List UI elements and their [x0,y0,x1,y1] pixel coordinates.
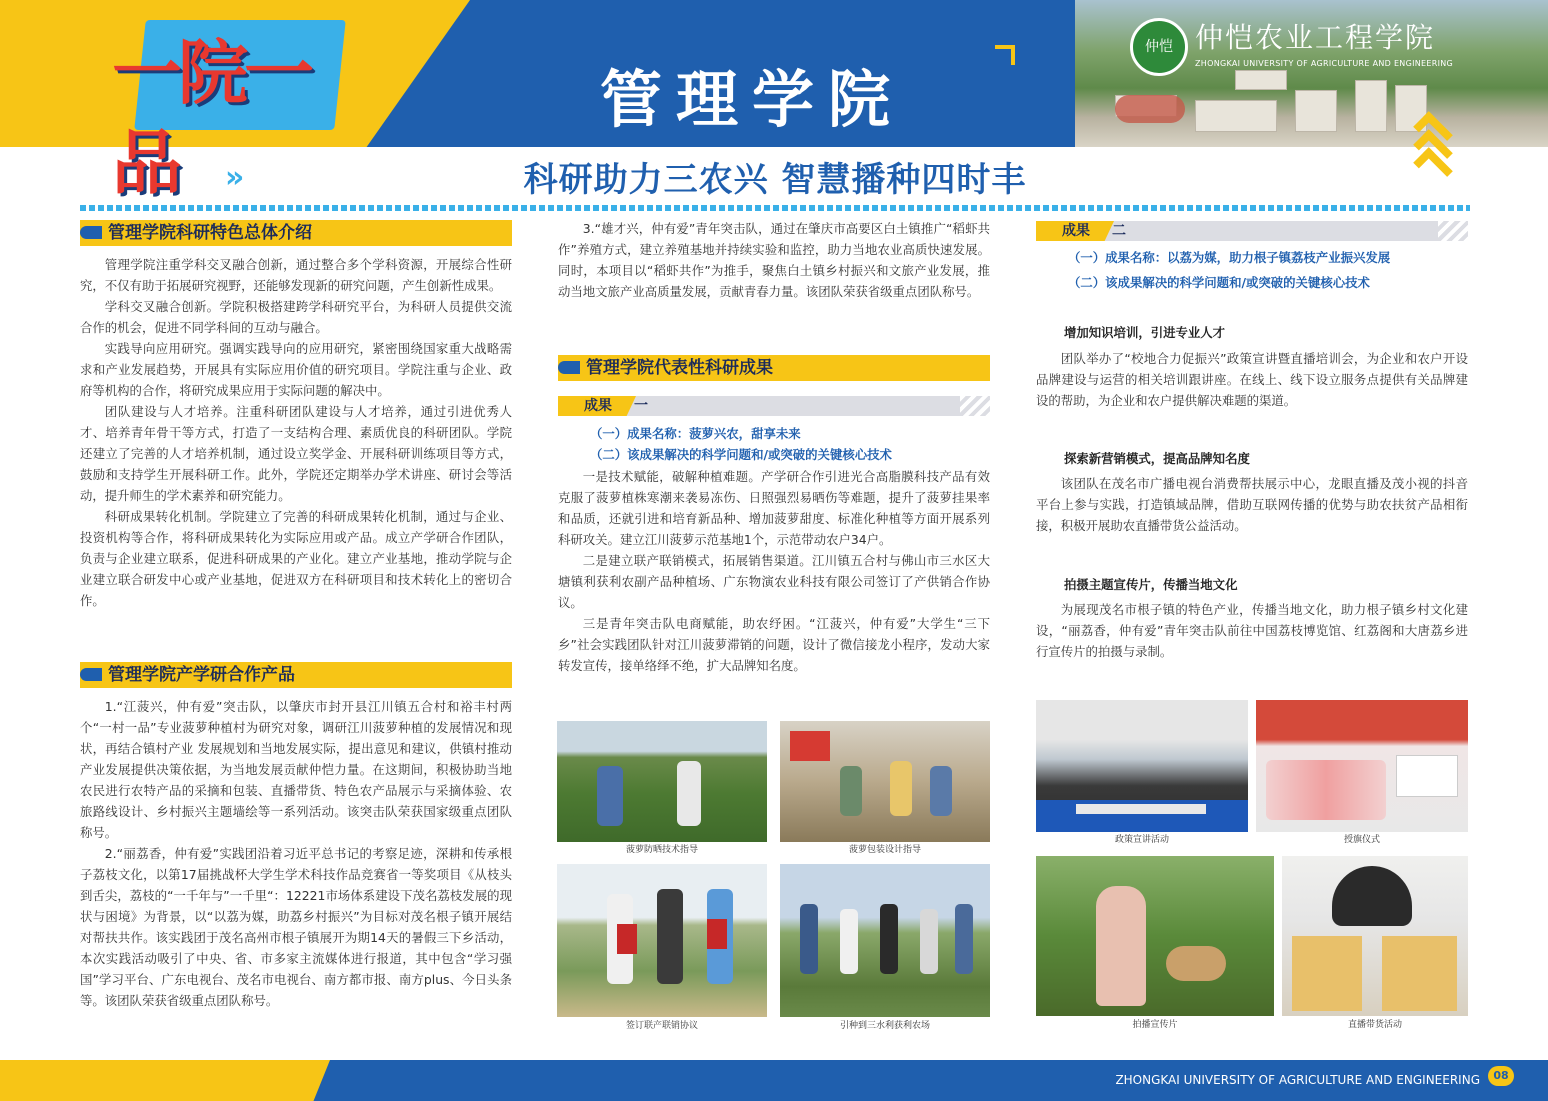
paragraph: 1.“江菠兴，仲有爱”突击队，以肇庆市封开县江川镇五合村和裕丰村两个“一村一品”专业菠萝种植村为研究对象，调研江川菠萝种植的发展情况和现状，再结合镇村产业 发展规划和当地发展实际，提出意见和建议，供镇村推动产业发展提供决策依据，为当地发展贡献仲恺力量。在这期间，积极协助当地农民进行农特产品的采摘和包装、直播带货、特色农产品展示与采摘体验、农旅路线设计、乡村振兴主题墙绘等一系列活动。该突击队荣获国家级重点团队称号。 [80,699,512,840]
result-1-name: （一）成果名称：菠萝兴农，甜享未来 [590,426,801,441]
college-title: 管理学院 [600,63,905,136]
section-title: 管理学院代表性科研成果 [586,358,773,378]
paragraph: 为展现茂名市根子镇的特色产业，传播当地文化，助力根子镇乡村文化建设，“丽荔香，仲有爱”青年突击队前往中国荔枝博览馆、红荔阁和大唐荔乡进行宣传片的拍摄与录制。 [1036,602,1468,659]
photo-caption: 直播带货活动 [1347,1020,1402,1030]
result-header [558,396,990,416]
paragraph: 学科交叉融合创新。学院积极搭建跨学科研究平台，为科研人员提供交流合作的机会，促进不同学科间的互动与融合。 [80,299,512,335]
brand-logo: 一院一品 [112,32,310,204]
corner-mark-icon [995,45,1015,65]
section-title: 管理学院科研特色总体介绍 [108,223,312,243]
section-header [558,355,990,381]
photo-livestream-sales [1282,856,1468,1016]
subheading: 探索新营销模式，提高品牌知名度 [1064,451,1250,466]
result-number: 一 [634,398,648,414]
photo-policy-lecture [1036,700,1248,832]
university-name-en: ZHONGKAI UNIVERSITY OF AGRICULTURE AND ENGINEERING [1195,59,1454,68]
photo-signing-agreement [557,864,767,1017]
paragraph-block [1036,473,1468,536]
photo-caption: 引种到三水利获利农场 [839,1021,930,1031]
photo-caption: 政策宣讲活动 [1114,835,1169,845]
page-subtitle: 科研助力三农兴 智慧播种四时丰 [523,160,1027,200]
paragraph: 二是建立联产联销模式，拓展销售渠道。江川镇五合村与佛山市三水区大塘镇利获利农副产品种植场、广东物演农业科技有限公司签订了产供销合作协议。 [558,553,990,610]
footer-university-name: ZHONGKAI UNIVERSITY OF AGRICULTURE AND ENGINEERING [1115,1073,1480,1087]
result-label: 成果 [584,398,612,414]
section-pill-icon [80,668,102,681]
paragraph: 该团队在茂名市广播电视台消费帮扶展示中心，龙眼直播及茂小视的抖音平台上参与实践，打造镇域品牌，借助互联网传播的优势与助农扶贫产品相衔接，积极开展助农直播带货公益活动。 [1036,476,1468,533]
result-label: 成果 [1062,223,1090,239]
paragraph: 一是技术赋能，破解种植难题。产学研合作引进光合高脂膜科技产品有效克服了菠萝植株寒潮来袭易冻伤、日照强烈易晒伤等难题，提升了菠萝挂果率和品质，还就引进和培育新品种、增加菠萝甜度、标准化种植等方面开展系列科研攻关。建立江川菠萝示范基地1个，示范带动农户34户。 [558,469,990,547]
photo-caption: 签订联产联销协议 [625,1021,698,1031]
section-header [80,220,512,246]
paragraph: 团队建设与人才培养。注重科研团队建设与人才培养，通过引进优秀人才、培养青年骨干等方式，打造了一支结构合理、素质优良的科研团队。学院还建立了完善的人才培养机制，通过设立奖学金、开展科研训练项目等方式，鼓励和支持学生开展科研工作。此外，学院还定期举办学术讲座、研讨会等活动，提升师生的学术素养和研究能力。 [80,404,512,503]
subheading: 拍摄主题宣传片，传播当地文化 [1064,577,1238,592]
paragraph: 三是青年突击队电商赋能，助农纾困。“江菠兴，仲有爱”大学生“三下乡”社会实践团队针对江川菠萝滞销的问题，设计了微信接龙小程序，发动大家转发宣传，接单络绎不绝，扩大品牌知名度。 [558,616,990,673]
paragraph-block [1036,348,1468,411]
section-header [80,662,512,688]
intro-text [80,254,512,611]
paragraph-block [1036,599,1468,662]
photo-flag-ceremony [1256,700,1468,832]
university-seal-icon: 仲恺 [1130,18,1188,76]
result-1-text [558,466,990,676]
paragraph: 科研成果转化机制。学院建立了完善的科研成果转化机制，通过与企业、投资机构等合作，将科研成果转化为实际应用或产品。成立产学研合作团队，负责与企业建立联系，促进科研成果的产业化。建立产业基地，推动学院与企业建立联合研发中心或产业基地，促进双方在科研项目和技术转化上的密切合作。 [80,509,512,608]
divider-wave [80,205,1470,211]
university-name-cn: 仲恺农业工程学院 [1195,21,1436,54]
subheading: 增加知识培训，引进专业人才 [1064,325,1226,340]
photo-caption: 授旗仪式 [1343,835,1380,845]
result-2-problem: （二）该成果解决的科学问题和/或突破的关键核心技术 [1068,275,1370,290]
result-header [1036,221,1468,241]
photo-introduce-to-farm [780,864,990,1017]
photo-pineapple-packaging [780,721,990,842]
paragraph: 3.“雄才兴，仲有爱”青年突击队，通过在肇庆市高要区白土镇推广“稻虾共作”养殖方式，建立养殖基地并持续实验和监控，助力当地农业高质快速发展。同时，本项目以“稻虾共作”为推手，聚焦白土镇乡村振兴和文旅产业发展，推动当地文旅产业高质量发展，贡献青春力量。该团队荣获省级重点团队称号。 [558,221,990,299]
photo-caption: 拍播宣传片 [1132,1020,1178,1030]
result-number: 二 [1112,223,1126,239]
photo-caption: 菠萝包装设计指导 [848,845,921,855]
result-1-problem: （二）该成果解决的科学问题和/或突破的关键核心技术 [590,447,892,462]
paragraph: 2.“丽荔香，仲有爱”实践团沿着习近平总书记的考察足迹，深耕和传承根子荔枝文化，以第17届挑战杯大学生学术科技作品竞赛省一等奖项目《从枝头到舌尖，荔枝的“一千年与”一千里“：12221市场体系建设下茂名荔枝发展的现状与困境》为背景，以“以荔为媒，助荔乡村振兴”为目标对茂名根子镇开展结对帮扶共作。该实践团于茂名高州市根子镇展开为期14天的暑假三下乡活动，本次实践活动吸引了中央、省、市多家主流媒体进行报道，其中包含“学习强国”学习平台、广东电视台、茂名市电视台、南方都市报、南方plus、今日头条等。该团队荣获省级重点团队称号。 [80,846,512,1008]
paragraph: 管理学院注重学科交叉融合创新，通过整合多个学科资源，开展综合性研究，不仅有助于拓展研究视野，还能够发现新的研究问题，产生创新性成果。 [80,257,512,293]
section-pill-icon [80,226,102,239]
photo-pineapple-sun-protection [557,721,767,842]
page-number: 08 [1488,1066,1514,1086]
project-3-text [558,218,990,302]
photo-promo-filming [1036,856,1274,1016]
paragraph: 实践导向应用研究。强调实践导向的应用研究，紧密围绕国家重大战略需求和产业发展趋势，开展具有实际应用价值的研究项目。学院注重与企业、政府等机构的合作，将研究成果应用于实际问题的解决中。 [80,341,512,398]
double-chevron-right-icon: » [225,160,245,195]
photo-caption: 菠萝防晒技术指导 [625,845,698,855]
cooperation-text [80,696,512,1011]
paragraph: 团队举办了“校地合力促振兴”政策宣讲暨直播培训会，为企业和农户开设品牌建设与运营的相关培训跟讲座。在线上、线下设立服务点提供有关品牌建设的帮助，为企业和农户提供解决难题的渠道。 [1036,351,1468,408]
section-title: 管理学院产学研合作产品 [108,665,295,685]
result-2-name: （一）成果名称：以荔为媒，助力根子镇荔枝产业振兴发展 [1068,250,1391,265]
footer-yellow-band [0,1060,330,1101]
section-pill-icon [558,361,580,374]
